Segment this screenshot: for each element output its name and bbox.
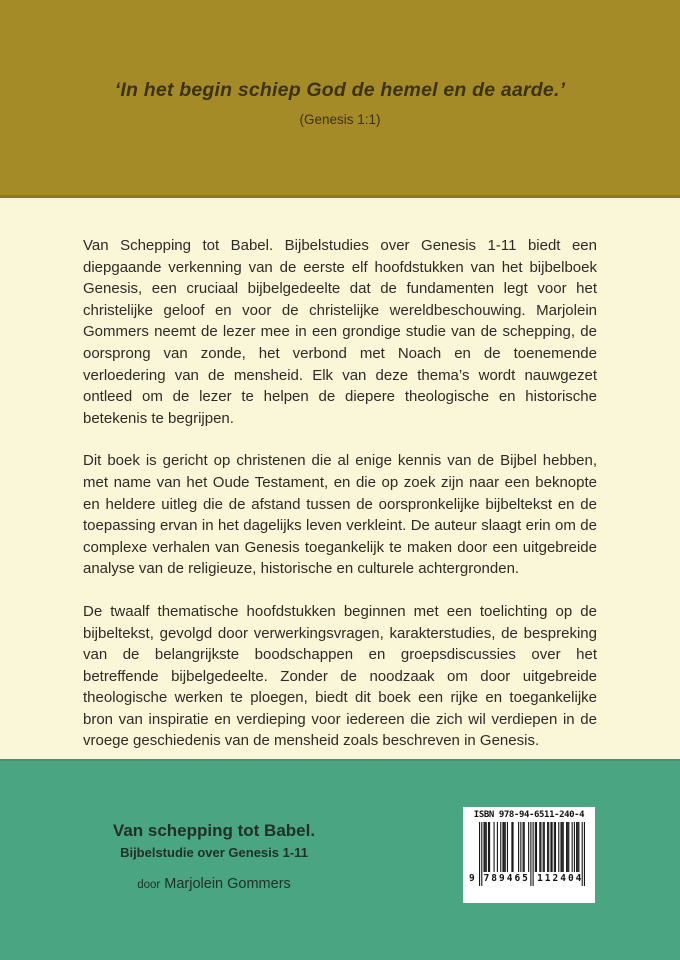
synopsis-paragraph: Van Schepping tot Babel. Bijbelstudies over Genesis 1-11 biedt een diepgaande verkenning van de eerste elf hoofdstukken van het bijbelboek Genesis, een cruciaal bijbelgedeelte dat de fundamenten legt voor het christelijke geloof en voor de christelijke wereldbeschouwing. Marjolein Gommers neemt de lezer mee in een grondige studie van de schepping, de oorsprong van zonde, het verbond met Noach en de toenemende verloedering van de mensheid. Elk van deze thema’s wordt nauwgezet ontleed om de lezer te helpen de diepere theologische en historische betekenis te begrijpen. xyxy=(83,237,597,427)
footer-section xyxy=(0,759,680,960)
barcode-digit-left: 9 xyxy=(469,873,475,884)
barcode-digits xyxy=(469,873,587,885)
barcode-digit-group-2: 112404 xyxy=(537,873,584,884)
title-block xyxy=(0,821,428,892)
barcode-bars-area xyxy=(469,822,585,886)
isbn-label: ISBN 978-94-6511-240-4 xyxy=(473,810,585,820)
synopsis-section xyxy=(0,198,680,759)
synopsis-paragraph: De twaalf thematische hoofdstukken beginnen met een toelichting op de bijbeltekst, gevolgd door verwerkingsvragen, karakterstudies, de bespreking van de belangrijkste boodschappen en groepsdiscussies over het betreffende bijbelgedeelte. Zonder de noodzaak om door uitgebreide theologische werken te ploegen, biedt dit boek een rijke en toegankelijke bron van inspiratie en verdieping voor iedereen die zich wil verdiepen in de vroege geschiedenis van de mensheid zoals beschreven in Genesis. xyxy=(83,602,597,750)
author-name: Marjolein Gommers xyxy=(164,876,291,893)
barcode xyxy=(463,807,595,903)
bible-quote: ‘In het begin schiep God de hemel en de aarde.’ xyxy=(114,79,566,101)
byline-prefix: door xyxy=(137,879,161,892)
book-title: Van schepping tot Babel. xyxy=(112,821,316,840)
synopsis-paragraph: Dit boek is gericht op christenen die al enige kennis van de Bijbel hebben, met name van het Oude Testament, en die op zoek zijn naar een beknopte en heldere uitleg die de afstand tussen de oorspronkelijke bijbeltekst en de toepassing ervan in het dagelijks leven verkleint. De auteur slaagt erin om de complexe verhalen van Genesis toegankelijk te maken door een uitgebreide analyse van de religieuze, historische en culturele achtergronden. xyxy=(83,452,597,578)
synopsis-text-block xyxy=(83,235,597,752)
barcode-digit-group-1: 789465 xyxy=(483,873,530,884)
quote-section xyxy=(0,0,680,198)
bible-reference: (Genesis 1:1) xyxy=(299,112,381,127)
book-subtitle: Bijbelstudie over Genesis 1-11 xyxy=(120,844,308,860)
byline xyxy=(0,876,428,892)
